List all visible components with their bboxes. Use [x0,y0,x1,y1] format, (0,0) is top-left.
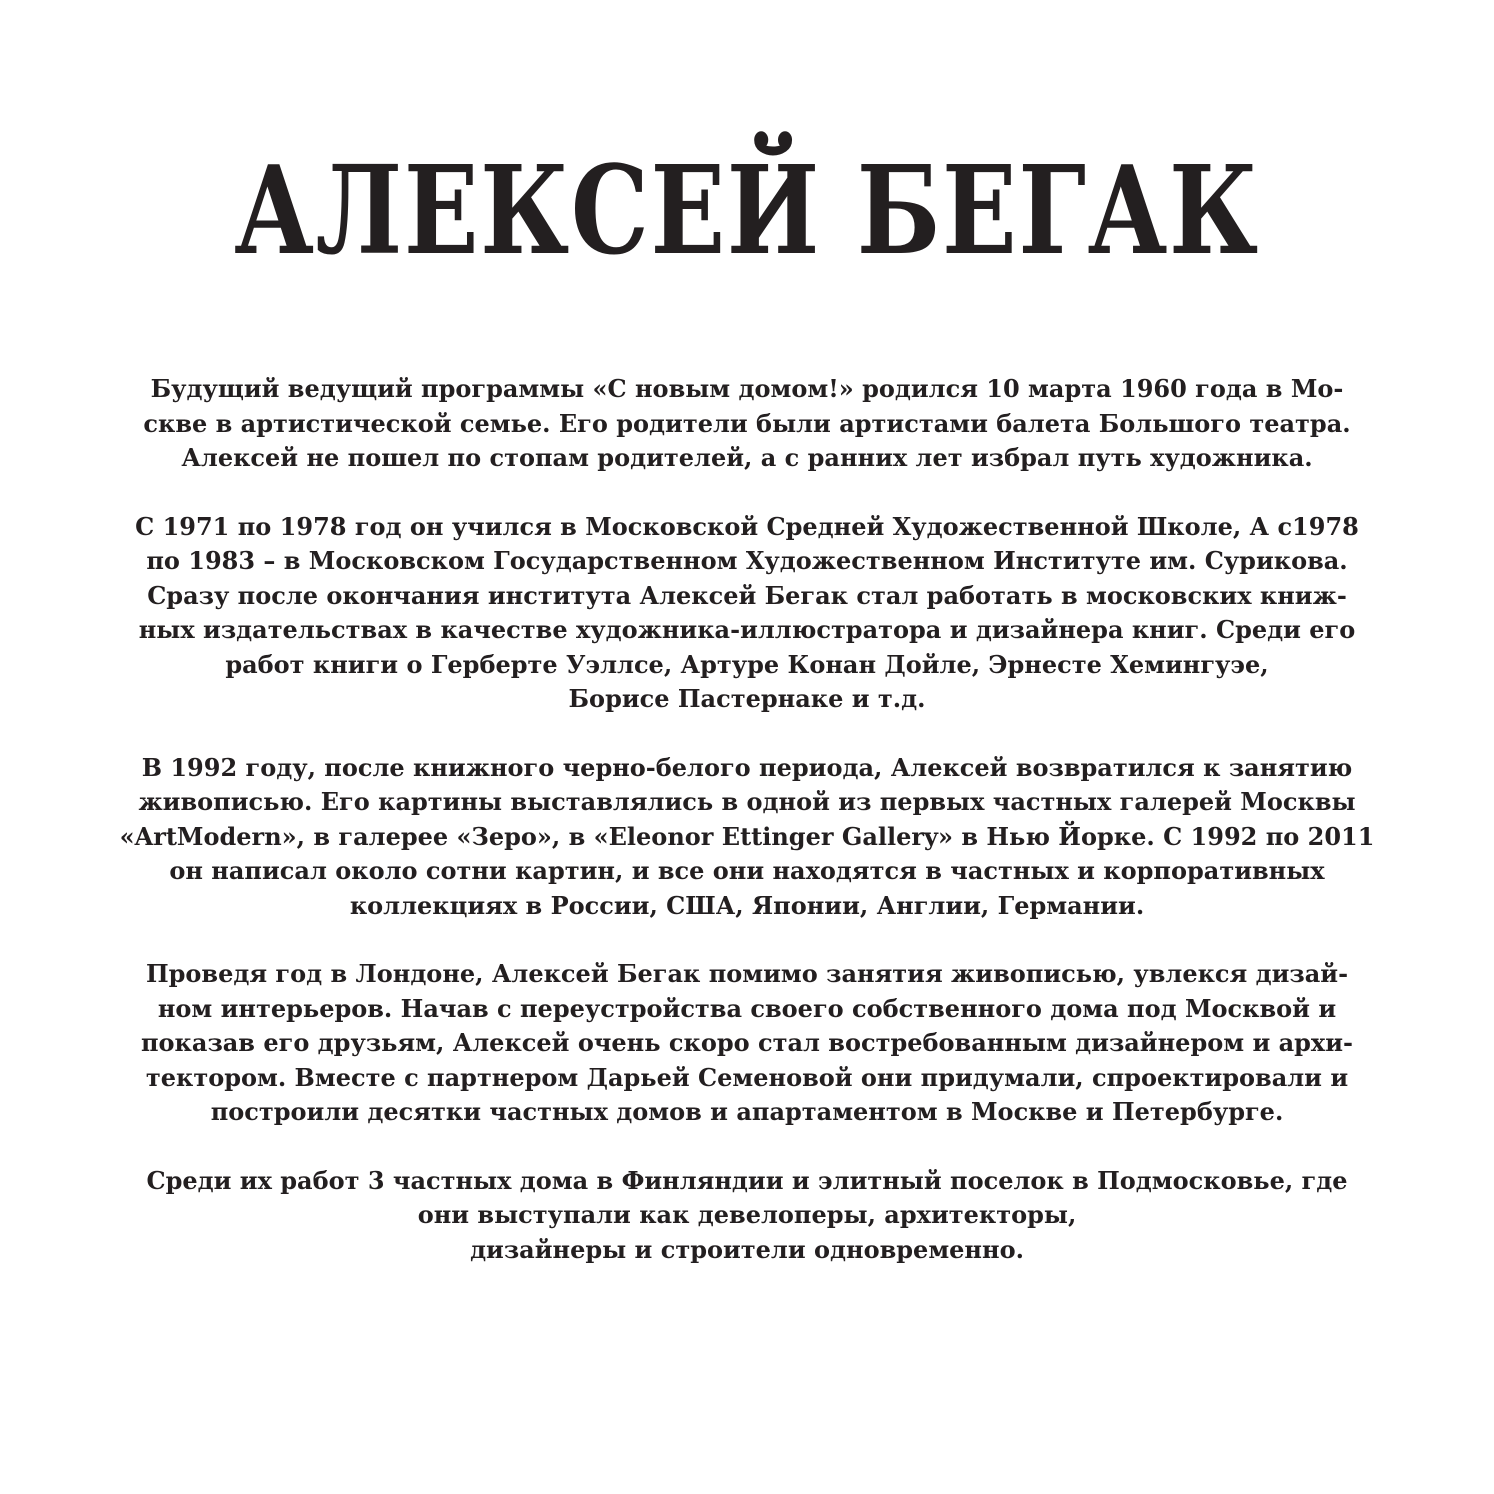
page-title: АЛЕКСЕЙ БЕГАК [234,138,1260,282]
paragraph [70,510,1424,717]
text-line: Борисе Пастернаке и т.д. [568,684,926,713]
text-line: построили десятки частных домов и апартаментом в Москве и Петербурге. [210,1097,1284,1126]
text-line: Будущий ведущий программы «С новым домом!» родился 10 марта 1960 года в Мо- [150,374,1344,403]
text-line: дизайнеры и строители одновременно. [470,1234,1024,1264]
paragraph [70,751,1424,924]
text-line: С 1971 по 1978 год он учился в Московской Средней Художественной Школе, А с1978 [135,511,1359,541]
text-line: они выступали как девелоперы, архитекторы, [417,1200,1077,1229]
text-line: «ArtModern», в галерее «Зеро», в «Eleonor Ettinger Gallery» в Нью Йорке. С 1992 по 2011 [119,821,1375,851]
text-line: живописью. Его картины выставлялись в одной из первых частных галерей Москвы [138,787,1356,816]
biography-text [70,372,1424,1301]
text-line: Сразу после окончания института Алексей Бегак стал работать в московских книж- [147,580,1347,610]
paragraph [70,1164,1424,1268]
text-line: коллекциях в России, США, Японии, Англии, Германии. [349,890,1145,920]
text-line: Алексей не пошел по стопам родителей, а с ранних лет избрал путь художника. [181,443,1313,472]
text-line: ном интерьеров. Начав с переустройства своего собственного дома под Москвой и [157,993,1337,1023]
text-line: показав его друзьям, Алексей очень скоро стал востребованным дизайнером и архи- [140,1028,1353,1057]
text-line: тектором. Вместе с партнером Дарьей Семеновой они придумали, спроектировали и [145,1062,1349,1092]
text-line: скве в артистической семье. Его родители были артистами балета Большого театра. [143,408,1351,438]
paragraph [70,957,1424,1130]
text-line: Проведя год в Лондоне, Алексей Бегак помимо занятия живописью, увлекся дизай- [145,959,1349,988]
paragraph [70,372,1424,476]
text-line: В 1992 году, после книжного черно-белого периода, Алексей возвратился к занятию [141,752,1353,782]
text-line: работ книги о Герберте Уэллсе, Артуре Конан Дойле, Эрнесте Хемингуэе, [225,649,1269,679]
text-line: ных издательствах в качестве художника-иллюстратора и дизайнера книг. Среди его [138,615,1356,644]
text-line: Среди их работ 3 частных дома в Финляндии и элитный поселок в Подмосковье, где [146,1165,1348,1195]
text-line: по 1983 – в Московском Государственном Художественном Институте им. Сурикова. [146,546,1348,575]
text-line: он написал около сотни картин, и все они находятся в частных и корпоративных [169,856,1325,885]
